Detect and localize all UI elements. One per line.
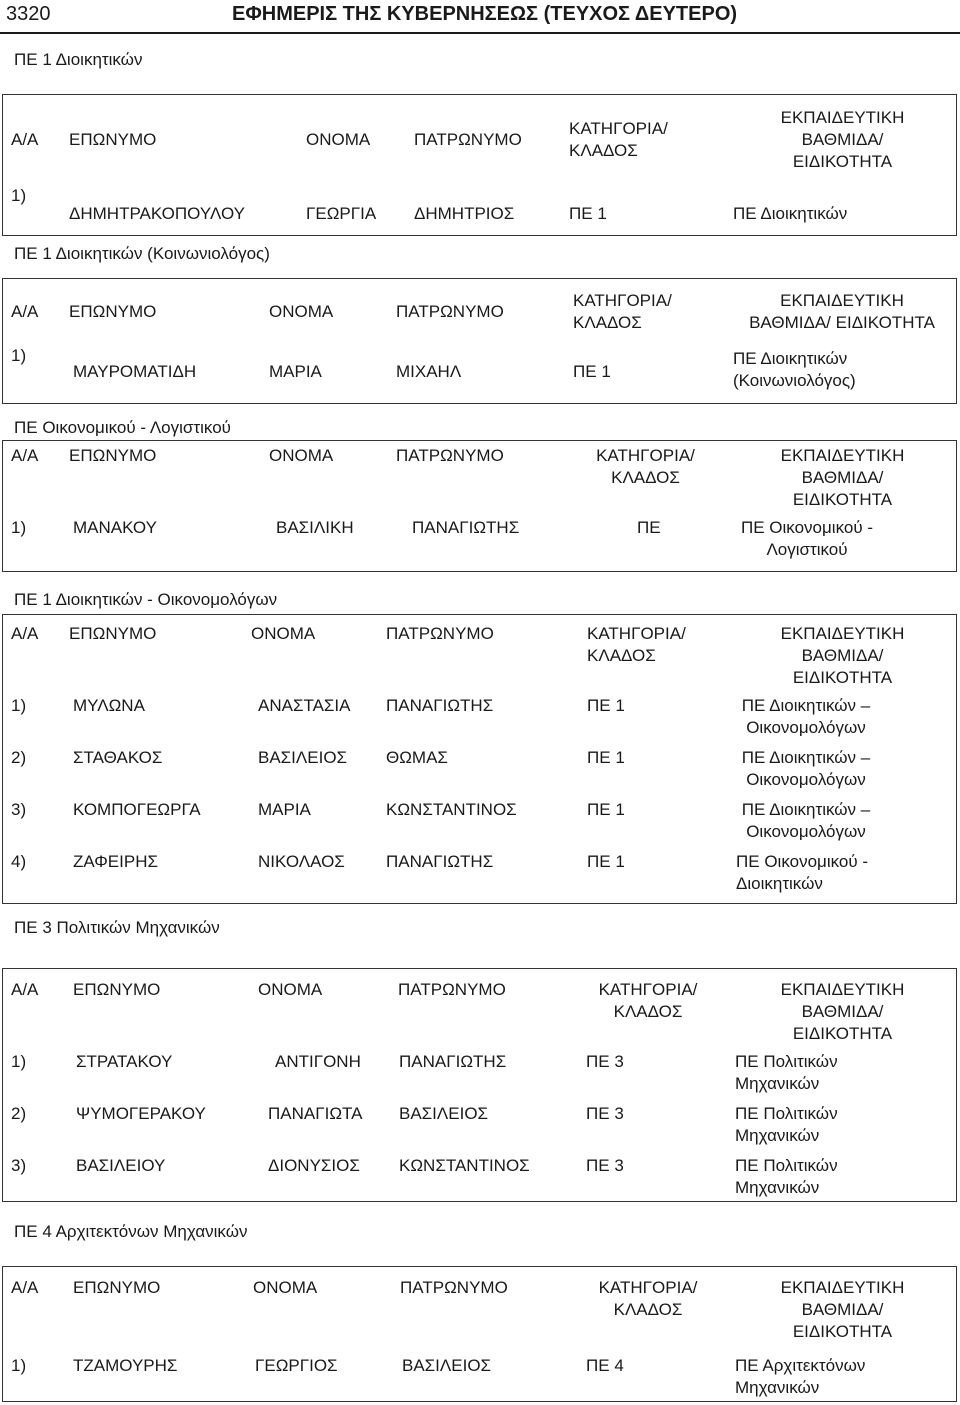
row-number: 4): [11, 852, 27, 871]
first-name: ΒΑΣΙΛΙΚΗ: [276, 518, 354, 537]
header-cell: ΕΚΠΑΙΔΕΥΤΙΚΗ ΒΑΘΜΙΔΑ/ ΕΙΔΙΚΟΤΗΤΑ: [780, 980, 905, 1043]
header-cell: ΠΑΤΡΩΝΥΜΟ: [396, 446, 504, 465]
category: ΠΕ 1: [587, 852, 625, 871]
first-name: ΔΙΟΝΥΣΙΟΣ: [268, 1156, 360, 1175]
header-cell: ΕΠΩΝΥΜΟ: [69, 624, 157, 643]
surname: ΜΥΛΩΝΑ: [73, 696, 145, 715]
first-name: ΝΙΚΟΛΑΟΣ: [258, 852, 345, 871]
fathers-name: ΒΑΣΙΛΕΙΟΣ: [399, 1104, 489, 1123]
header-rule: [0, 32, 960, 34]
specialty: ΠΕ Πολιτικών Μηχανικών: [735, 1104, 838, 1145]
surname: ΨΥΜΟΓΕΡΑΚΟΥ: [76, 1104, 206, 1123]
section-title: ΠΕ 4 Αρχιτεκτόνων Μηχανικών: [14, 1222, 248, 1241]
header-cell: Α/Α: [11, 1278, 39, 1297]
category: ΠΕ 1: [587, 696, 625, 715]
category: ΠΕ 3: [586, 1052, 624, 1071]
first-name: ΓΕΩΡΓΙΑ: [306, 204, 377, 223]
specialty: ΠΕ Διοικητικών – Οικονομολόγων: [741, 800, 871, 841]
fathers-name: ΚΩΝΣΤΑΝΤΙΝΟΣ: [399, 1156, 530, 1175]
header-cell: Α/Α: [11, 446, 39, 465]
header-cell: ΚΑΤΗΓΟΡΙΑ/ ΚΛΑΔΟΣ: [596, 446, 695, 487]
category: ΠΕ 1: [587, 748, 625, 767]
first-name: ΑΝΑΣΤΑΣΙΑ: [258, 696, 351, 715]
header-cell: ΠΑΤΡΩΝΥΜΟ: [414, 130, 522, 149]
header-cell: ΕΚΠΑΙΔΕΥΤΙΚΗ ΒΑΘΜΙΔΑ/ ΕΙΔΙΚΟΤΗΤΑ: [780, 108, 905, 171]
specialty: ΠΕ Αρχιτεκτόνων Μηχανικών: [735, 1356, 866, 1397]
row-number: 1): [11, 518, 27, 537]
section-title: ΠΕ 1 Διοικητικών (Κοινωνιολόγος): [14, 244, 270, 263]
category: ΠΕ 4: [586, 1356, 624, 1375]
row-number: 1): [11, 1052, 27, 1071]
header-cell: Α/Α: [11, 130, 39, 149]
surname: ΚΟΜΠΟΓΕΩΡΓΑ: [73, 800, 201, 819]
section-title: ΠΕ 3 Πολιτικών Μηχανικών: [14, 918, 220, 937]
header-cell: ΟΝΟΜΑ: [258, 980, 323, 999]
header-cell: ΟΝΟΜΑ: [269, 446, 334, 465]
header-cell: ΟΝΟΜΑ: [269, 302, 334, 321]
specialty: ΠΕ Πολιτικών Μηχανικών: [735, 1052, 838, 1093]
header-cell: ΕΚΠΑΙΔΕΥΤΙΚΗ ΒΑΘΜΙΔΑ/ ΕΙΔΙΚΟΤΗΤΑ: [780, 446, 905, 509]
surname: ΖΑΦΕΙΡΗΣ: [73, 852, 158, 871]
header-cell: ΕΠΩΝΥΜΟ: [73, 980, 161, 999]
first-name: ΜΑΡΙΑ: [269, 362, 322, 381]
personnel-table: [2, 278, 957, 404]
category: ΠΕ 1: [573, 362, 611, 381]
header-cell: ΠΑΤΡΩΝΥΜΟ: [396, 302, 504, 321]
fathers-name: ΠΑΝΑΓΙΩΤΗΣ: [412, 518, 520, 537]
header-cell: ΕΚΠΑΙΔΕΥΤΙΚΗ ΒΑΘΜΙΔΑ/ ΕΙΔΙΚΟΤΗΤΑ: [780, 1278, 905, 1341]
category: ΠΕ 3: [586, 1156, 624, 1175]
category: ΠΕ 3: [586, 1104, 624, 1123]
category: ΠΕ: [637, 518, 661, 537]
first-name: ΠΑΝΑΓΙΩΤΑ: [268, 1104, 363, 1123]
specialty: ΠΕ Διοικητικών (Κοινωνιολόγος): [733, 349, 856, 390]
header-cell: ΚΑΤΗΓΟΡΙΑ/ ΚΛΑΔΟΣ: [598, 980, 698, 1021]
header-cell: Α/Α: [11, 624, 39, 643]
header-cell: ΚΑΤΗΓΟΡΙΑ/ ΚΛΑΔΟΣ: [598, 1278, 698, 1319]
surname: ΣΤΑΘΑΚΟΣ: [73, 748, 163, 767]
surname: ΜΑΥΡΟΜΑΤΙΔΗ: [73, 362, 197, 381]
personnel-table: [2, 440, 957, 572]
row-number: 2): [11, 1104, 27, 1123]
section-title: ΠΕ 1 Διοικητικών: [14, 50, 143, 69]
row-number: 1): [11, 346, 27, 365]
personnel-table: [2, 614, 957, 904]
surname: ΔΗΜΗΤΡΑΚΟΠΟΥΛΟΥ: [69, 204, 245, 223]
header-cell: ΠΑΤΡΩΝΥΜΟ: [386, 624, 494, 643]
fathers-name: ΜΙΧΑΗΛ: [396, 362, 462, 381]
category: ΠΕ 1: [569, 204, 607, 223]
header-cell: ΟΝΟΜΑ: [251, 624, 316, 643]
specialty: ΠΕ Διοικητικών – Οικονομολόγων: [741, 696, 871, 737]
surname: ΤΖΑΜΟΥΡΗΣ: [73, 1356, 178, 1375]
header-cell: ΠΑΤΡΩΝΥΜΟ: [398, 980, 506, 999]
row-number: 2): [11, 748, 27, 767]
header-cell: ΕΚΠΑΙΔΕΥΤΙΚΗ ΒΑΘΜΙΔΑ/ ΕΙΔΙΚΟΤΗΤΑ: [749, 291, 935, 332]
surname: ΒΑΣΙΛΕΙΟΥ: [76, 1156, 166, 1175]
page-header: [0, 0, 960, 34]
fathers-name: ΠΑΝΑΓΙΩΤΗΣ: [386, 696, 494, 715]
personnel-table: [2, 94, 957, 236]
header-cell: ΚΑΤΗΓΟΡΙΑ/ ΚΛΑΔΟΣ: [587, 624, 686, 665]
header-cell: ΠΑΤΡΩΝΥΜΟ: [400, 1278, 508, 1297]
first-name: ΓΕΩΡΓΙΟΣ: [255, 1356, 338, 1375]
first-name: ΒΑΣΙΛΕΙΟΣ: [258, 748, 348, 767]
header-cell: ΕΚΠΑΙΔΕΥΤΙΚΗ ΒΑΘΜΙΔΑ/ ΕΙΔΙΚΟΤΗΤΑ: [780, 624, 905, 687]
header-cell: Α/Α: [11, 980, 39, 999]
specialty: ΠΕ Πολιτικών Μηχανικών: [735, 1156, 838, 1197]
surname: ΣΤΡΑΤΑΚΟΥ: [76, 1052, 173, 1071]
specialty: ΠΕ Διοικητικών – Οικονομολόγων: [741, 748, 871, 789]
header-cell: Α/Α: [11, 302, 39, 321]
header-cell: ΚΑΤΗΓΟΡΙΑ/ ΚΛΑΔΟΣ: [569, 119, 668, 160]
header-cell: ΕΠΩΝΥΜΟ: [69, 130, 157, 149]
row-number: 3): [11, 1156, 27, 1175]
header-cell: ΕΠΩΝΥΜΟ: [73, 1278, 161, 1297]
gazette-title: ΕΦΗΜΕΡΙΣ ΤΗΣ ΚΥΒΕΡΝΗΣΕΩΣ (ΤΕΥΧΟΣ ΔΕΥΤΕΡΟ): [232, 3, 738, 25]
fathers-name: ΔΗΜΗΤΡΙΟΣ: [414, 204, 515, 223]
personnel-table: [2, 968, 957, 1202]
row-number: 1): [11, 186, 27, 205]
header-cell: ΟΝΟΜΑ: [253, 1278, 318, 1297]
specialty: ΠΕ Οικονομικού - Λογιστικού: [740, 518, 874, 559]
category: ΠΕ 1: [587, 800, 625, 819]
row-number: 1): [11, 1356, 27, 1375]
specialty: ΠΕ Οικονομικού - Διοικητικών: [736, 852, 869, 893]
fathers-name: ΚΩΝΣΤΑΝΤΙΝΟΣ: [386, 800, 517, 819]
header-cell: ΕΠΩΝΥΜΟ: [69, 302, 157, 321]
surname: ΜΑΝΑΚΟΥ: [73, 518, 157, 537]
fathers-name: ΠΑΝΑΓΙΩΤΗΣ: [399, 1052, 507, 1071]
row-number: 1): [11, 696, 27, 715]
header-cell: ΕΠΩΝΥΜΟ: [69, 446, 157, 465]
personnel-table: [2, 1266, 957, 1402]
section-title: ΠΕ Οικονομικού - Λογιστικού: [14, 418, 231, 437]
first-name: ΜΑΡΙΑ: [258, 800, 311, 819]
header-cell: ΟΝΟΜΑ: [306, 130, 371, 149]
row-number: 3): [11, 800, 27, 819]
fathers-name: ΒΑΣΙΛΕΙΟΣ: [402, 1356, 492, 1375]
first-name: ΑΝΤΙΓΟΝΗ: [275, 1052, 361, 1071]
fathers-name: ΘΩΜΑΣ: [386, 748, 448, 767]
header-cell: ΚΑΤΗΓΟΡΙΑ/ ΚΛΑΔΟΣ: [573, 291, 672, 332]
section-title: ΠΕ 1 Διοικητικών - Οικονομολόγων: [14, 590, 278, 609]
page-number: 3320: [6, 3, 51, 25]
fathers-name: ΠΑΝΑΓΙΩΤΗΣ: [386, 852, 494, 871]
specialty: ΠΕ Διοικητικών: [733, 204, 848, 223]
